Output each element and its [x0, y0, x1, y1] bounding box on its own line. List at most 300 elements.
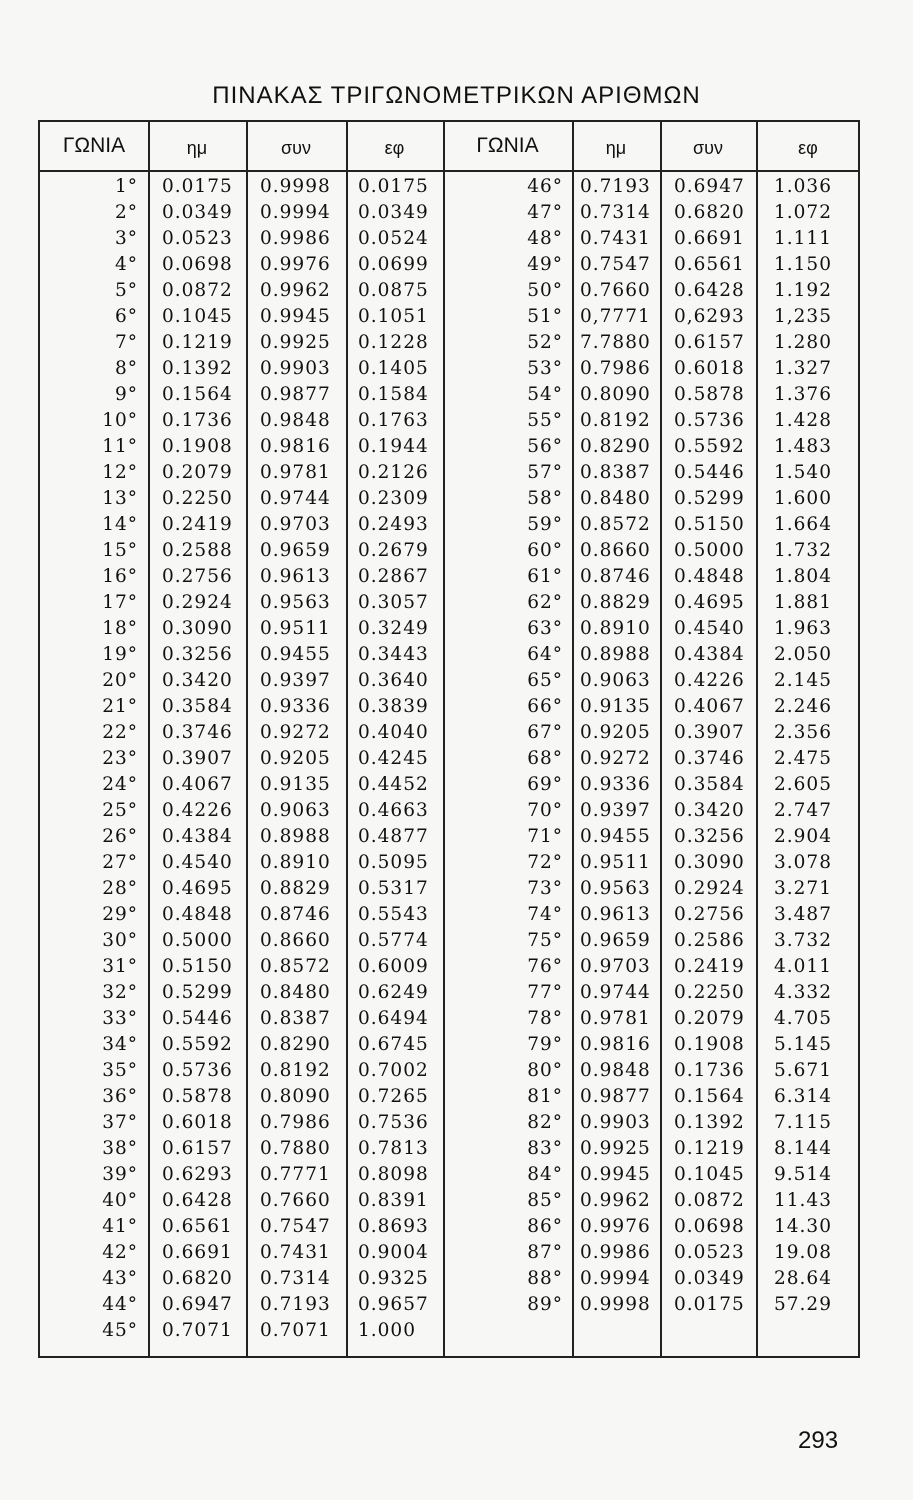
table-row [40, 1162, 858, 1188]
cell-tan: 0.6249 [358, 982, 429, 1003]
cell-sin: 0.5736 [162, 1060, 233, 1081]
table-row [40, 616, 858, 642]
cell-cos: 0,6293 [674, 306, 745, 327]
cell-cos: 0.6018 [674, 358, 745, 379]
cell-tan: 1.150 [774, 254, 832, 275]
cell-angle: 55° [527, 410, 563, 431]
cell-cos: 0.0349 [674, 1268, 745, 1289]
cell-sin: 0.9994 [580, 1268, 651, 1289]
cell-cos: 0.8746 [260, 904, 331, 925]
cell-tan: 0.5543 [358, 904, 429, 925]
cell-sin: 0.2079 [162, 462, 233, 483]
table-row [40, 1110, 858, 1136]
cell-angle: 20° [102, 670, 138, 691]
cell-tan: 0.4877 [358, 826, 429, 847]
cell-tan: 0.9325 [358, 1268, 429, 1289]
cell-tan: 0.2309 [358, 488, 429, 509]
cell-cos: 0.4540 [674, 618, 745, 639]
cell-cos: 0.9816 [260, 436, 331, 457]
cell-angle: 21° [102, 696, 138, 717]
cell-tan: 28.64 [774, 1268, 832, 1289]
cell-cos: 0.8480 [260, 982, 331, 1003]
cell-angle: 69° [527, 774, 563, 795]
table-row [40, 772, 858, 798]
cell-tan: 0.4663 [358, 800, 429, 821]
cell-sin: 0.3746 [162, 722, 233, 743]
cell-sin: 0.8192 [580, 410, 651, 431]
cell-sin: 0.6947 [162, 1294, 233, 1315]
cell-angle: 68° [527, 748, 563, 769]
cell-angle: 60° [527, 540, 563, 561]
cell-sin: 0.4067 [162, 774, 233, 795]
cell-cos: 0.2924 [674, 878, 745, 899]
cell-cos: 0.0872 [674, 1190, 745, 1211]
table-row [40, 954, 858, 980]
cell-cos: 0.6691 [674, 228, 745, 249]
cell-cos: 0.2756 [674, 904, 745, 925]
cell-sin: 0.1736 [162, 410, 233, 431]
cell-sin: 0.8660 [580, 540, 651, 561]
cell-sin: 0.9613 [580, 904, 651, 925]
cell-cos: 0.9962 [260, 280, 331, 301]
cell-sin: 0.9397 [580, 800, 651, 821]
cell-tan: 1,235 [774, 306, 832, 327]
table-row [40, 1006, 858, 1032]
table-row [40, 512, 858, 538]
cell-sin: 0.6561 [162, 1216, 233, 1237]
cell-tan: 0.1584 [358, 384, 429, 405]
cell-angle: 16° [102, 566, 138, 587]
cell-angle: 37° [102, 1112, 138, 1133]
cell-angle: 26° [102, 826, 138, 847]
cell-cos: 0.5592 [674, 436, 745, 457]
cell-tan: 0.3839 [358, 696, 429, 717]
cell-cos: 0.9848 [260, 410, 331, 431]
cell-angle: 25° [102, 800, 138, 821]
cell-cos: 0.6561 [674, 254, 745, 275]
cell-cos: 0.2079 [674, 1008, 745, 1029]
cell-angle: 12° [102, 462, 138, 483]
cell-sin: 0.1908 [162, 436, 233, 457]
cell-sin: 0.4848 [162, 904, 233, 925]
cell-angle: 75° [527, 930, 563, 951]
cell-cos: 0.7071 [260, 1320, 331, 1341]
table-row [40, 434, 858, 460]
cell-cos: 0.7547 [260, 1216, 331, 1237]
cell-tan: 1.540 [774, 462, 832, 483]
cell-sin: 0.6428 [162, 1190, 233, 1211]
cell-angle: 85° [527, 1190, 563, 1211]
cell-cos: 0.2586 [674, 930, 745, 951]
cell-cos: 0.8660 [260, 930, 331, 951]
cell-tan: 1.664 [774, 514, 832, 535]
cell-angle: 44° [102, 1294, 138, 1315]
cell-tan: 0.1228 [358, 332, 429, 353]
cell-angle: 35° [102, 1060, 138, 1081]
table-row [40, 1188, 858, 1214]
page-number: 293 [798, 1427, 839, 1454]
cell-sin: 0.8988 [580, 644, 651, 665]
table-row [40, 174, 858, 200]
page-title: ΠΙΝΑΚΑΣ ΤΡΙΓΩΝΟΜΕΤΡΙΚΩΝ ΑΡΙΘΜΩΝ [212, 82, 701, 109]
cell-angle: 61° [527, 566, 563, 587]
cell-cos: 0.9455 [260, 644, 331, 665]
table-row [40, 876, 858, 902]
cell-angle: 24° [102, 774, 138, 795]
cell-angle: 47° [527, 202, 563, 223]
cell-cos: 0.3907 [674, 722, 745, 743]
table-row [40, 460, 858, 486]
cell-angle: 17° [102, 592, 138, 613]
cell-cos: 0.0523 [674, 1242, 745, 1263]
cell-sin: 0.6820 [162, 1268, 233, 1289]
cell-sin: 0.9998 [580, 1294, 651, 1315]
cell-tan: 9.514 [774, 1164, 832, 1185]
cell-sin: 0.9063 [580, 670, 651, 691]
cell-tan: 0.1405 [358, 358, 429, 379]
cell-cos: 0.1219 [674, 1138, 745, 1159]
cell-angle: 71° [527, 826, 563, 847]
cell-sin: 0.0175 [162, 176, 233, 197]
cell-tan: 0.7536 [358, 1112, 429, 1133]
cell-tan: 1.111 [774, 228, 832, 249]
cell-tan: 4.705 [774, 1008, 832, 1029]
table-row [40, 590, 858, 616]
table-row [40, 304, 858, 330]
cell-tan: 0.8391 [358, 1190, 429, 1211]
cell-sin: 0.9945 [580, 1164, 651, 1185]
cell-sin: 0.3420 [162, 670, 233, 691]
cell-tan: 0.3249 [358, 618, 429, 639]
table-row [40, 1318, 858, 1344]
cell-tan: 0.2493 [358, 514, 429, 535]
cell-angle: 67° [527, 722, 563, 743]
table-row [40, 720, 858, 746]
cell-cos: 0.9998 [260, 176, 331, 197]
cell-cos: 0.6947 [674, 176, 745, 197]
cell-sin: 7.7880 [580, 332, 651, 353]
header-tan-right: εφ [798, 138, 818, 158]
cell-tan: 4.011 [774, 956, 832, 977]
header-cos-left: συν [281, 138, 311, 158]
cell-cos: 0.9976 [260, 254, 331, 275]
cell-cos: 0.7880 [260, 1138, 331, 1159]
cell-tan: 7.115 [774, 1112, 832, 1133]
cell-angle: 28° [102, 878, 138, 899]
cell-angle: 65° [527, 670, 563, 691]
cell-tan: 1.192 [774, 280, 832, 301]
cell-tan: 1.280 [774, 332, 832, 353]
header-cos-right: συν [693, 138, 723, 158]
cell-cos: 0.0175 [674, 1294, 745, 1315]
cell-cos: 0.9925 [260, 332, 331, 353]
header-angle-right: ΓΩΝΙΑ [476, 134, 539, 157]
cell-sin: 0.6157 [162, 1138, 233, 1159]
cell-sin: 0.8480 [580, 488, 651, 509]
table-row [40, 668, 858, 694]
cell-angle: 49° [527, 254, 563, 275]
cell-cos: 0.9511 [260, 618, 331, 639]
cell-angle: 76° [527, 956, 563, 977]
cell-sin: 0.9272 [580, 748, 651, 769]
cell-cos: 0.6157 [674, 332, 745, 353]
cell-cos: 0.9903 [260, 358, 331, 379]
cell-angle: 53° [527, 358, 563, 379]
header-angle-left: ΓΩΝΙΑ [62, 134, 126, 157]
cell-tan: 0.0175 [358, 176, 429, 197]
cell-sin: 0.0523 [162, 228, 233, 249]
cell-cos: 0.9272 [260, 722, 331, 743]
cell-angle: 6° [114, 306, 138, 327]
cell-tan: 3.732 [774, 930, 832, 951]
header-sin-left: ημ [186, 138, 208, 158]
cell-sin: 0.5000 [162, 930, 233, 951]
cell-sin: 0.8746 [580, 566, 651, 587]
cell-angle: 88° [527, 1268, 563, 1289]
cell-sin: 0.9816 [580, 1034, 651, 1055]
cell-sin: 0.5446 [162, 1008, 233, 1029]
table-row [40, 928, 858, 954]
cell-sin: 0.9205 [580, 722, 651, 743]
cell-angle: 27° [102, 852, 138, 873]
cell-angle: 81° [527, 1086, 563, 1107]
cell-angle: 80° [527, 1060, 563, 1081]
table-row [40, 642, 858, 668]
cell-cos: 0.3256 [674, 826, 745, 847]
cell-tan: 1.732 [774, 540, 832, 561]
cell-cos: 0.7431 [260, 1242, 331, 1263]
cell-sin: 0.6691 [162, 1242, 233, 1263]
cell-cos: 0.8572 [260, 956, 331, 977]
cell-angle: 66° [527, 696, 563, 717]
cell-sin: 0.6293 [162, 1164, 233, 1185]
cell-sin: 0.8387 [580, 462, 651, 483]
table-row [40, 902, 858, 928]
cell-tan: 0.3640 [358, 670, 429, 691]
cell-cos: 0.1564 [674, 1086, 745, 1107]
cell-sin: 0.7547 [580, 254, 651, 275]
table-row [40, 486, 858, 512]
cell-cos: 0.9063 [260, 800, 331, 821]
cell-sin: 0.0872 [162, 280, 233, 301]
cell-angle: 59° [527, 514, 563, 535]
cell-cos: 0.3746 [674, 748, 745, 769]
cell-angle: 54° [527, 384, 563, 405]
cell-sin: 0.0349 [162, 202, 233, 223]
cell-tan: 2.050 [774, 644, 832, 665]
cell-tan: 1.000 [358, 1320, 416, 1341]
cell-sin: 0.7193 [580, 176, 651, 197]
cell-tan: 1.072 [774, 202, 832, 223]
cell-angle: 70° [527, 800, 563, 821]
table-row [40, 1240, 858, 1266]
cell-sin: 0.4384 [162, 826, 233, 847]
cell-tan: 1.963 [774, 618, 832, 639]
header-rule [40, 170, 858, 172]
table-row [40, 538, 858, 564]
cell-angle: 1° [114, 176, 138, 197]
cell-angle: 73° [527, 878, 563, 899]
cell-angle: 62° [527, 592, 563, 613]
cell-sin: 0.9744 [580, 982, 651, 1003]
cell-sin: 0.8290 [580, 436, 651, 457]
cell-cos: 0.1392 [674, 1112, 745, 1133]
cell-tan: 11.43 [774, 1190, 832, 1211]
cell-cos: 0.5736 [674, 410, 745, 431]
cell-angle: 23° [102, 748, 138, 769]
cell-cos: 0.9703 [260, 514, 331, 535]
cell-tan: 8.144 [774, 1138, 832, 1159]
cell-tan: 0.4245 [358, 748, 429, 769]
cell-angle: 40° [102, 1190, 138, 1211]
table-row [40, 1058, 858, 1084]
cell-sin: 0.1564 [162, 384, 233, 405]
cell-sin: 0.8572 [580, 514, 651, 535]
cell-cos: 0.9744 [260, 488, 331, 509]
cell-tan: 1.327 [774, 358, 832, 379]
cell-sin: 0.8910 [580, 618, 651, 639]
cell-cos: 0.9613 [260, 566, 331, 587]
cell-tan: 3.271 [774, 878, 832, 899]
cell-tan: 0.7813 [358, 1138, 429, 1159]
cell-cos: 0.4384 [674, 644, 745, 665]
cell-angle: 29° [102, 904, 138, 925]
table-row [40, 1266, 858, 1292]
table-row [40, 798, 858, 824]
cell-cos: 0.3420 [674, 800, 745, 821]
cell-angle: 13° [102, 488, 138, 509]
trig-table [38, 120, 860, 1358]
cell-cos: 0.8910 [260, 852, 331, 873]
cell-cos: 0.9205 [260, 748, 331, 769]
cell-sin: 0.2756 [162, 566, 233, 587]
cell-angle: 2° [114, 202, 138, 223]
cell-cos: 0.9877 [260, 384, 331, 405]
cell-angle: 79° [527, 1034, 563, 1055]
cell-tan: 1.428 [774, 410, 832, 431]
table-row [40, 746, 858, 772]
cell-tan: 2.475 [774, 748, 832, 769]
cell-cos: 0.1736 [674, 1060, 745, 1081]
cell-angle: 41° [102, 1216, 138, 1237]
cell-tan: 1.376 [774, 384, 832, 405]
cell-sin: 0.4226 [162, 800, 233, 821]
cell-cos: 0.8090 [260, 1086, 331, 1107]
cell-tan: 0.9004 [358, 1242, 429, 1263]
cell-angle: 43° [102, 1268, 138, 1289]
cell-cos: 0.1908 [674, 1034, 745, 1055]
cell-tan: 0.4040 [358, 722, 429, 743]
table-row [40, 278, 858, 304]
cell-sin: 0.2588 [162, 540, 233, 561]
cell-angle: 84° [527, 1164, 563, 1185]
cell-angle: 52° [527, 332, 563, 353]
cell-cos: 0.4226 [674, 670, 745, 691]
cell-tan: 0.9657 [358, 1294, 429, 1315]
table-row [40, 1084, 858, 1110]
cell-cos: 0.5000 [674, 540, 745, 561]
cell-tan: 1.881 [774, 592, 832, 613]
cell-sin: 0.9962 [580, 1190, 651, 1211]
cell-angle: 83° [527, 1138, 563, 1159]
cell-sin: 0.7314 [580, 202, 651, 223]
cell-tan: 5.671 [774, 1060, 832, 1081]
table-row [40, 980, 858, 1006]
cell-sin: 0.3584 [162, 696, 233, 717]
cell-angle: 34° [102, 1034, 138, 1055]
cell-angle: 72° [527, 852, 563, 873]
cell-cos: 0.8290 [260, 1034, 331, 1055]
cell-tan: 0.6009 [358, 956, 429, 977]
cell-tan: 0.8098 [358, 1164, 429, 1185]
cell-angle: 63° [527, 618, 563, 639]
table-row [40, 200, 858, 226]
cell-tan: 0.7002 [358, 1060, 429, 1081]
cell-sin: 0.2419 [162, 514, 233, 535]
cell-sin: 0.7986 [580, 358, 651, 379]
cell-sin: 0.9703 [580, 956, 651, 977]
cell-cos: 0.4067 [674, 696, 745, 717]
cell-angle: 7° [114, 332, 138, 353]
table-row [40, 850, 858, 876]
cell-tan: 2.145 [774, 670, 832, 691]
cell-tan: 0.0699 [358, 254, 429, 275]
cell-angle: 38° [102, 1138, 138, 1159]
cell-sin: 0.2250 [162, 488, 233, 509]
cell-angle: 58° [527, 488, 563, 509]
cell-cos: 0.7986 [260, 1112, 331, 1133]
cell-cos: 0.2419 [674, 956, 745, 977]
cell-angle: 5° [114, 280, 138, 301]
cell-angle: 33° [102, 1008, 138, 1029]
cell-tan: 0.8693 [358, 1216, 429, 1237]
cell-cos: 0.7660 [260, 1190, 331, 1211]
cell-sin: 0.9511 [580, 852, 651, 873]
cell-tan: 0.3057 [358, 592, 429, 613]
cell-tan: 5.145 [774, 1034, 832, 1055]
cell-angle: 36° [102, 1086, 138, 1107]
cell-sin: 0.9135 [580, 696, 651, 717]
cell-sin: 0.7431 [580, 228, 651, 249]
cell-angle: 39° [102, 1164, 138, 1185]
cell-tan: 1.036 [774, 176, 832, 197]
cell-cos: 0.5878 [674, 384, 745, 405]
cell-tan: 6.314 [774, 1086, 832, 1107]
cell-sin: 0.8090 [580, 384, 651, 405]
cell-tan: 2.356 [774, 722, 832, 743]
cell-sin: 0.9848 [580, 1060, 651, 1081]
cell-sin: 0.9986 [580, 1242, 651, 1263]
cell-tan: 3.078 [774, 852, 832, 873]
cell-sin: 0.5299 [162, 982, 233, 1003]
cell-cos: 0.9986 [260, 228, 331, 249]
cell-angle: 4° [114, 254, 138, 275]
cell-sin: 0.5150 [162, 956, 233, 977]
cell-sin: 0,7771 [580, 306, 651, 327]
cell-cos: 0.1045 [674, 1164, 745, 1185]
cell-tan: 0.0524 [358, 228, 429, 249]
header-sin-right: ημ [605, 138, 627, 158]
cell-angle: 18° [102, 618, 138, 639]
cell-angle: 19° [102, 644, 138, 665]
cell-tan: 1.483 [774, 436, 832, 457]
table-row [40, 226, 858, 252]
cell-angle: 57° [527, 462, 563, 483]
cell-tan: 0.0349 [358, 202, 429, 223]
cell-tan: 2.246 [774, 696, 832, 717]
cell-angle: 78° [527, 1008, 563, 1029]
cell-cos: 0.2250 [674, 982, 745, 1003]
